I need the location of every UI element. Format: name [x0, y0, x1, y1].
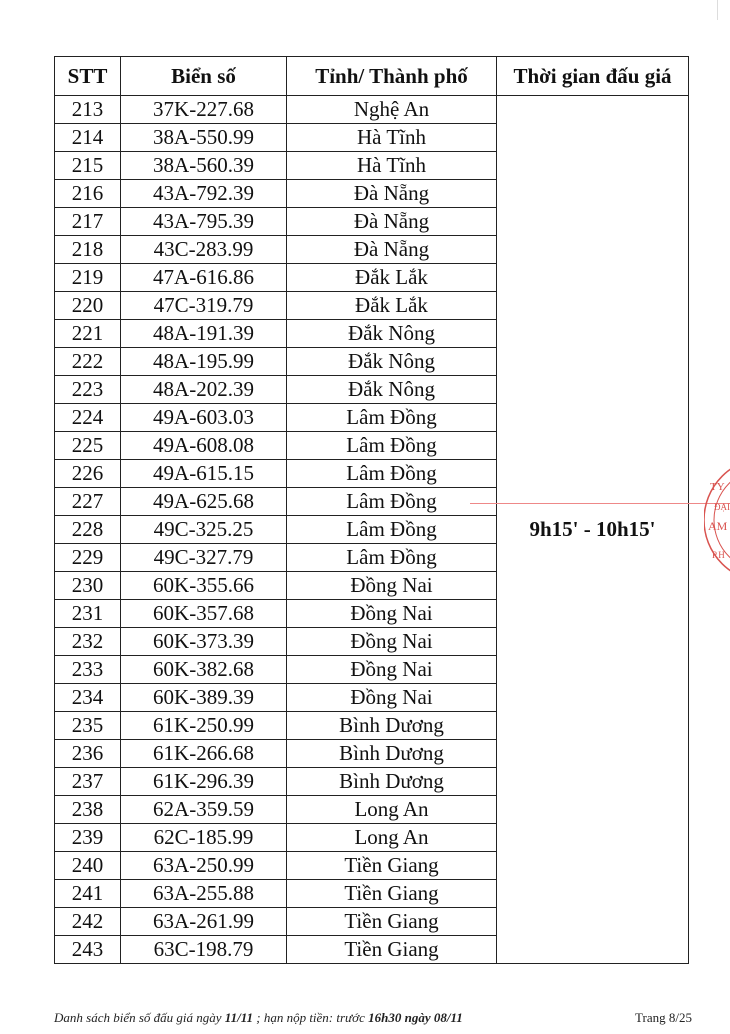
row-stt: 218	[55, 236, 121, 264]
row-plate: 49A-615.15	[121, 460, 287, 488]
row-province: Đắk Lắk	[287, 264, 497, 292]
row-plate: 38A-560.39	[121, 152, 287, 180]
row-stt: 219	[55, 264, 121, 292]
row-plate: 60K-389.39	[121, 684, 287, 712]
row-province: Đà Nẵng	[287, 180, 497, 208]
row-province: Nghệ An	[287, 96, 497, 124]
row-plate: 61K-266.68	[121, 740, 287, 768]
row-stt: 213	[55, 96, 121, 124]
row-stt: 235	[55, 712, 121, 740]
auction-time-cell: 9h15' - 10h15'	[497, 96, 689, 964]
svg-text:AM: AM	[708, 519, 728, 533]
row-province: Đà Nẵng	[287, 236, 497, 264]
row-stt: 223	[55, 376, 121, 404]
row-plate: 63C-198.79	[121, 936, 287, 964]
row-province: Đồng Nai	[287, 656, 497, 684]
row-province: Đắk Nông	[287, 348, 497, 376]
row-plate: 49A-608.08	[121, 432, 287, 460]
row-stt: 224	[55, 404, 121, 432]
row-province: Tiền Giang	[287, 936, 497, 964]
row-province: Lâm Đồng	[287, 432, 497, 460]
row-stt: 221	[55, 320, 121, 348]
footer-text-1: Danh sách biển số đấu giá ngày	[54, 1010, 222, 1025]
row-province: Đồng Nai	[287, 628, 497, 656]
row-plate: 62C-185.99	[121, 824, 287, 852]
row-stt: 243	[55, 936, 121, 964]
row-province: Đắk Nông	[287, 320, 497, 348]
row-stt: 217	[55, 208, 121, 236]
row-plate: 49C-325.25	[121, 516, 287, 544]
row-plate: 60K-382.68	[121, 656, 287, 684]
row-province: Lâm Đồng	[287, 404, 497, 432]
row-plate: 60K-357.68	[121, 600, 287, 628]
row-stt: 220	[55, 292, 121, 320]
row-plate: 60K-355.66	[121, 572, 287, 600]
row-stt: 226	[55, 460, 121, 488]
header-province: Tỉnh/ Thành phố	[287, 57, 497, 96]
row-stt: 229	[55, 544, 121, 572]
row-province: Đồng Nai	[287, 572, 497, 600]
row-province: Bình Dương	[287, 768, 497, 796]
row-stt: 215	[55, 152, 121, 180]
row-plate: 47A-616.86	[121, 264, 287, 292]
row-province: Lâm Đồng	[287, 488, 497, 516]
row-plate: 61K-250.99	[121, 712, 287, 740]
scan-edge-mark	[717, 0, 730, 20]
row-province: Lâm Đồng	[287, 544, 497, 572]
row-province: Lâm Đồng	[287, 516, 497, 544]
row-province: Đắk Lắk	[287, 292, 497, 320]
header-auction-time: Thời gian đấu giá	[497, 57, 689, 96]
header-stt: STT	[55, 57, 121, 96]
stamp-guide-line	[470, 503, 730, 504]
row-stt: 230	[55, 572, 121, 600]
row-stt: 227	[55, 488, 121, 516]
row-province: Đồng Nai	[287, 600, 497, 628]
row-plate: 48A-195.99	[121, 348, 287, 376]
svg-text:ĐẠI: ĐẠI	[714, 502, 730, 512]
row-plate: 48A-202.39	[121, 376, 287, 404]
header-plate: Biển số	[121, 57, 287, 96]
row-stt: 214	[55, 124, 121, 152]
red-seal-stamp	[704, 440, 730, 600]
row-stt: 233	[55, 656, 121, 684]
row-plate: 43A-795.39	[121, 208, 287, 236]
row-stt: 231	[55, 600, 121, 628]
row-plate: 48A-191.39	[121, 320, 287, 348]
table-row	[55, 96, 689, 124]
row-stt: 242	[55, 908, 121, 936]
row-stt: 237	[55, 768, 121, 796]
row-stt: 234	[55, 684, 121, 712]
row-plate: 49A-625.68	[121, 488, 287, 516]
row-stt: 216	[55, 180, 121, 208]
row-province: Long An	[287, 824, 497, 852]
row-stt: 236	[55, 740, 121, 768]
footer-text-2: ; hạn nộp tiền: trước	[256, 1010, 365, 1025]
row-plate: 63A-261.99	[121, 908, 287, 936]
row-plate: 43A-792.39	[121, 180, 287, 208]
row-province: Tiền Giang	[287, 852, 497, 880]
row-province: Lâm Đồng	[287, 460, 497, 488]
row-plate: 62A-359.59	[121, 796, 287, 824]
row-province: Bình Dương	[287, 740, 497, 768]
footer-date: 11/11	[224, 1010, 253, 1025]
row-province: Tiền Giang	[287, 880, 497, 908]
row-plate: 60K-373.39	[121, 628, 287, 656]
row-plate: 61K-296.39	[121, 768, 287, 796]
page-number: Trang 8/25	[635, 1010, 692, 1025]
row-province: Đà Nẵng	[287, 208, 497, 236]
license-plate-auction-table	[54, 56, 689, 964]
row-province: Tiền Giang	[287, 908, 497, 936]
row-plate: 37K-227.68	[121, 96, 287, 124]
row-stt: 238	[55, 796, 121, 824]
row-plate: 38A-550.99	[121, 124, 287, 152]
row-plate: 49A-603.03	[121, 404, 287, 432]
row-province: Đắk Nông	[287, 376, 497, 404]
row-stt: 222	[55, 348, 121, 376]
row-stt: 225	[55, 432, 121, 460]
footer-deadline: 16h30 ngày 08/11	[368, 1010, 463, 1025]
table-header-row	[55, 57, 689, 96]
row-stt: 240	[55, 852, 121, 880]
row-plate: 49C-327.79	[121, 544, 287, 572]
footer-note	[54, 1010, 694, 1026]
svg-text:TY: TY	[710, 481, 725, 493]
row-stt: 239	[55, 824, 121, 852]
row-plate: 43C-283.99	[121, 236, 287, 264]
row-stt: 232	[55, 628, 121, 656]
row-plate: 63A-255.88	[121, 880, 287, 908]
row-stt: 241	[55, 880, 121, 908]
svg-text:P.H: P.H	[712, 550, 725, 560]
row-province: Đồng Nai	[287, 684, 497, 712]
row-plate: 47C-319.79	[121, 292, 287, 320]
row-plate: 63A-250.99	[121, 852, 287, 880]
row-province: Bình Dương	[287, 712, 497, 740]
row-province: Hà Tĩnh	[287, 152, 497, 180]
row-stt: 228	[55, 516, 121, 544]
row-province: Long An	[287, 796, 497, 824]
row-province: Hà Tĩnh	[287, 124, 497, 152]
